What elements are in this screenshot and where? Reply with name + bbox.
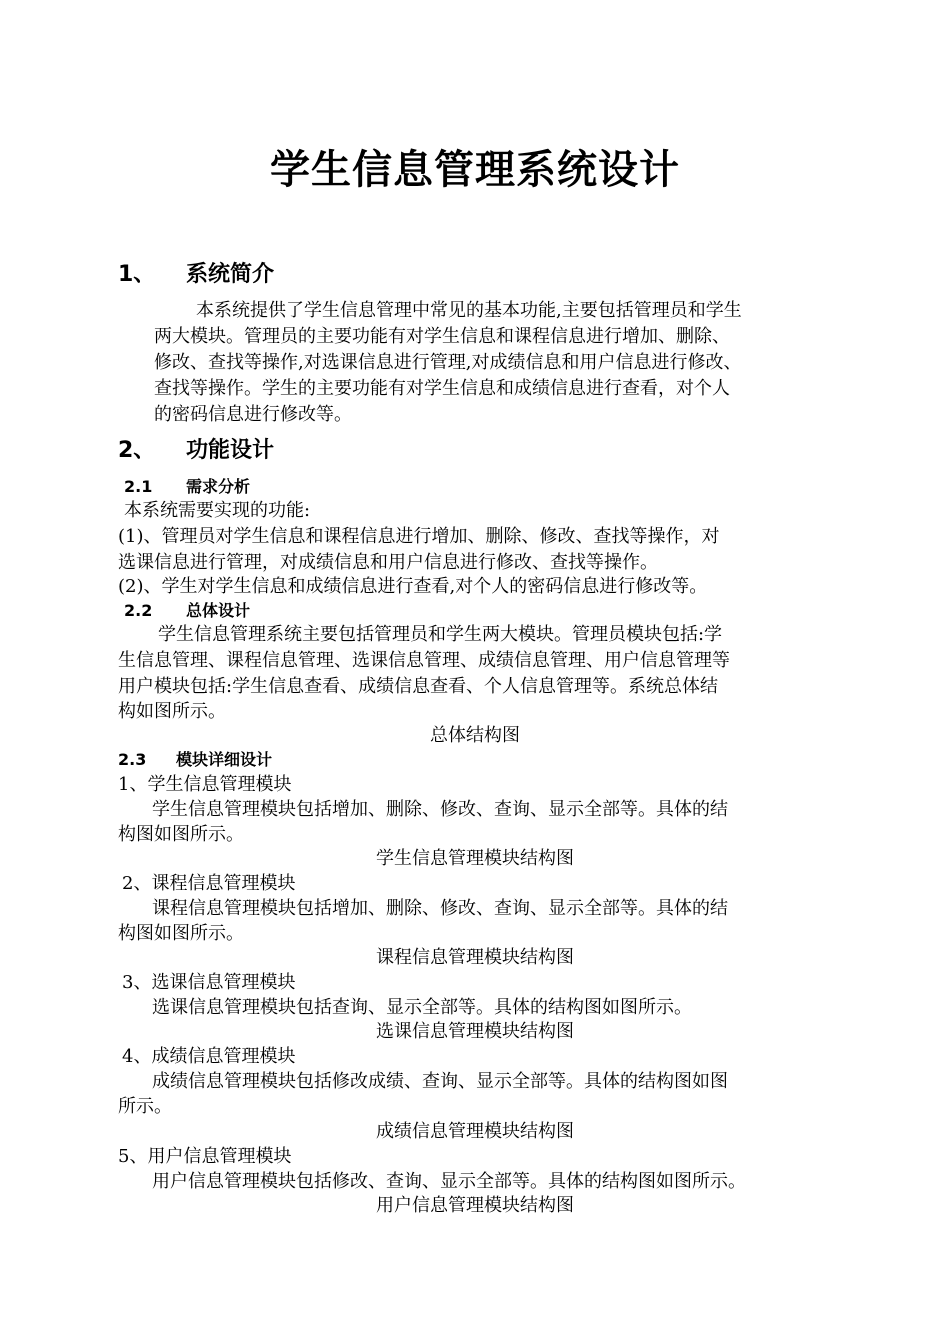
- subsection-2-2-number: 2.2: [124, 601, 153, 620]
- section-1-line: 查找等操作。学生的主要功能有对学生信息和成绩信息进行查看，对个人: [154, 378, 730, 399]
- module-title: 2、课程信息管理模块: [122, 873, 296, 894]
- section-1-number: 1、: [118, 262, 156, 287]
- section-2-number: 2、: [118, 438, 156, 463]
- module-title: 3、选课信息管理模块: [122, 972, 296, 993]
- overall-design-line: 学生信息管理系统主要包括管理员和学生两大模块。管理员模块包括:学: [158, 624, 723, 645]
- subsection-2-1-number: 2.1: [124, 477, 153, 496]
- document-title: 学生信息管理系统设计: [270, 147, 680, 193]
- overall-design-line: 生信息管理、课程信息管理、选课信息管理、成绩信息管理、用户信息管理等: [118, 650, 730, 671]
- figure-caption: 课程信息管理模块结构图: [376, 947, 574, 968]
- module-line: 所示。: [118, 1096, 172, 1117]
- overall-design-line: 用户模块包括:学生信息查看、成绩信息查看、个人信息管理等。系统总体结: [118, 676, 719, 697]
- figure-caption: 学生信息管理模块结构图: [376, 848, 574, 869]
- section-1-line: 的密码信息进行修改等。: [154, 404, 352, 425]
- subsection-2-3-heading: 模块详细设计: [176, 750, 273, 769]
- figure-caption: 用户信息管理模块结构图: [376, 1195, 574, 1216]
- section-2-heading: 功能设计: [186, 438, 275, 463]
- module-title: 1、学生信息管理模块: [118, 774, 292, 795]
- requirements-line: (2)、学生对学生信息和成绩信息进行查看,对个人的密码信息进行修改等。: [118, 576, 708, 597]
- module-line: 学生信息管理模块包括增加、删除、修改、查询、显示全部等。具体的结: [152, 799, 728, 820]
- section-1-heading: 系统简介: [186, 262, 275, 287]
- subsection-2-1-heading: 需求分析: [186, 477, 251, 496]
- section-1-line: 修改、查找等操作,对选课信息进行管理,对成绩信息和用户信息进行修改、: [154, 352, 742, 373]
- requirements-line: (1)、管理员对学生信息和课程信息进行增加、删除、修改、查找等操作，对: [118, 526, 720, 547]
- requirements-line: 选课信息进行管理，对成绩信息和用户信息进行修改、查找等操作。: [118, 552, 658, 573]
- subsection-2-3-number: 2.3: [118, 750, 147, 769]
- figure-caption: 成绩信息管理模块结构图: [376, 1121, 574, 1142]
- module-line: 成绩信息管理模块包括修改成绩、查询、显示全部等。具体的结构图如图: [152, 1071, 728, 1092]
- section-1-line: 两大模块。管理员的主要功能有对学生信息和课程信息进行增加、删除、: [154, 326, 730, 347]
- module-line: 课程信息管理模块包括增加、删除、修改、查询、显示全部等。具体的结: [152, 898, 728, 919]
- figure-caption: 选课信息管理模块结构图: [376, 1021, 574, 1042]
- module-line: 构图如图所示。: [118, 824, 244, 845]
- figure-caption: 总体结构图: [430, 725, 520, 746]
- module-line: 构图如图所示。: [118, 923, 244, 944]
- overall-design-line: 构如图所示。: [118, 701, 226, 722]
- module-title: 5、用户信息管理模块: [118, 1146, 292, 1167]
- module-line: 选课信息管理模块包括查询、显示全部等。具体的结构图如图所示。: [152, 997, 692, 1018]
- section-1-line: 本系统提供了学生信息管理中常见的基本功能,主要包括管理员和学生: [196, 300, 742, 321]
- requirements-line: 本系统需要实现的功能:: [124, 500, 311, 521]
- module-line: 用户信息管理模块包括修改、查询、显示全部等。具体的结构图如图所示。: [152, 1171, 746, 1192]
- module-title: 4、成绩信息管理模块: [122, 1046, 296, 1067]
- subsection-2-2-heading: 总体设计: [186, 601, 251, 620]
